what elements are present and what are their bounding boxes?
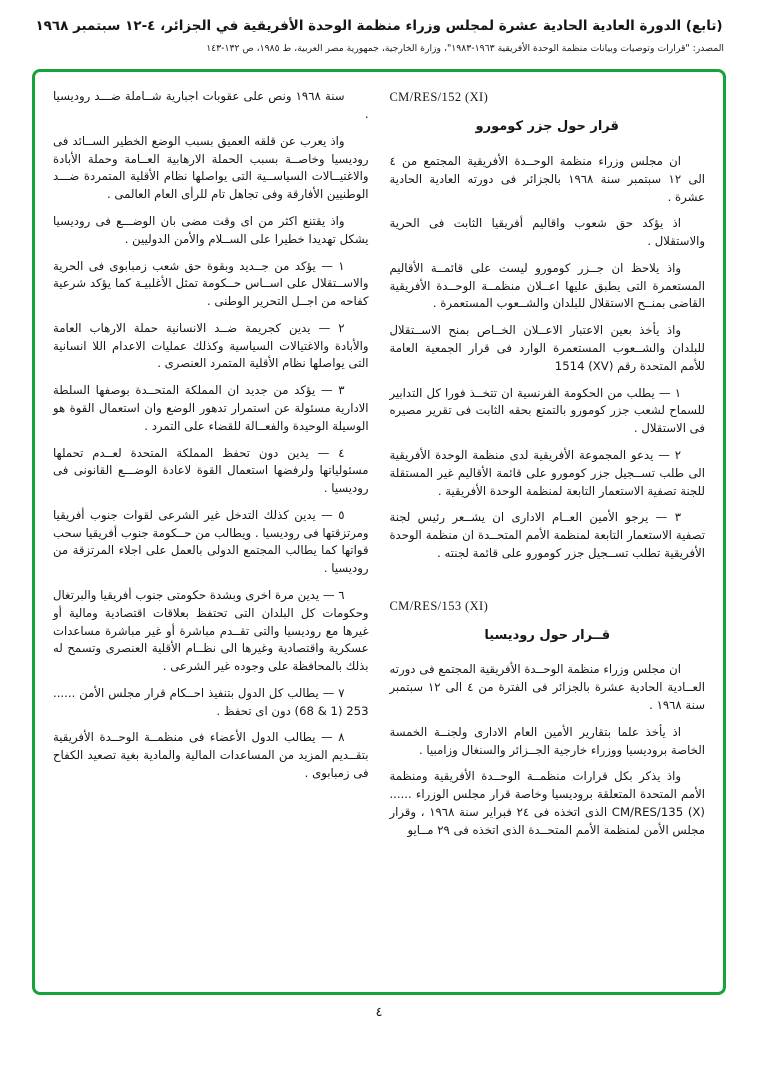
paragraph: ان مجلس وزراء منظمة الوحــدة الأفريقية المجتمع من ٤ الى ١٢ سبتمبر سنة ١٩٦٨ بالجزائر فى دورته العادية الحادية عشرة . <box>389 154 706 204</box>
paragraph: سنة ١٩٦٨ ونص على عقوبات اجبارية شــاملة ضـــد روديسيا . <box>53 89 369 122</box>
paragraph: ٣ — يرجو الأمين العــام الادارى ان يشــعر رئيس لجنة تصفية الاستعمار التابعة لمنظمة الأمم المتحــدة ان منظمة الوحدة الأفريقية تطلب تســجيل جزر كومورو على قائمة لجنته . <box>389 510 705 560</box>
source-citation: المصدر: "قرارات وتوصيات وبيانات منظمة الوحدة الأفريقية ١٩٦٣-١٩٨٣"، وزارة الخارجية، جمهورية مصر العربية، ط ١٩٨٥، ص ١٣٢-١٤٣ <box>206 43 724 55</box>
paragraph: واذ يأخذ بعين الاعتبار الاعــلان الخــاص بمنح الاســتقلال للبلدان والشــعوب المستعمرة الوارد فى قرار الجمعية العامة للأمم المتحدة رقم (XV) 1514 <box>389 323 705 373</box>
paragraph: اذ يأخذ علما بتقارير الأمين العام الادارى ولجنــة الخمسة الخاصة بروديسيا ووزراء خارجية الجــزائر والسنغال وزامبيا . <box>389 724 705 757</box>
paragraph: ٦ — يدين مرة اخرى وبشدة حكومتى جنوب أفريقيا والبرتغال وحكومات كل البلدان التى تحتفظ بعلاقات اقتصادية ومالية أو غيرها مع روديسيا والتى تقــدم مباشرة أو غير مباشرة مساعدات عسكرية واقتصادية وغيرها الى نظــام الأقلية العنصرى وتسمح له بذلك بالمحافظة على وجوده غير الشرعى . <box>53 588 369 674</box>
paragraph: ٧ — يطالب كل الدول بتنفيذ احــكام قرار مجلس الأمن ...... 253 (1 & 68) دون اى تحفظ . <box>53 685 369 718</box>
paragraph: ٢ — يدين كجريمة ضــد الانسانية حملة الارهاب العامة والأبادة والاغتيالات السياسية وكذلك عمليات الاعدام اللا انسانية التى يواصلها نظام الأقلية المتمرد العنصرى . <box>53 320 369 371</box>
paragraph: ان مجلس وزراء منظمة الوحــدة الأفريقية المجتمع فى دورته العــادية الحادية عشرة بالجزائر فى الفترة من ٤ الى ١٢ سبتمبر سنة ١٩٦٨ . <box>389 662 706 712</box>
column-right <box>389 88 705 848</box>
resolution-code: CM/RES/153 (XI) <box>389 598 489 613</box>
page-header-title: (تابع) الدورة العادية الحادية عشرة لمجلس وزراء منظمة الوحدة الأفريقية في الجزائر، ٤-١٢ سبتمبر ١٩٦٨ <box>35 18 723 34</box>
paragraph: واذ يقتنع اكثر من اى وقت مضى بان الوضـــع فى روديسيا يشكل تهديدا خطيرا على الســلام والأمن الدوليين . <box>53 213 369 246</box>
paragraph: واذ يعرب عن قلقه العميق بسبب الوضع الخطير الســائد فى روديسيا وخاصــة بسبب الحملة الارهابية العــامة وحملة الأبادة والاغتيــالات السياســية التى يواصلها نظام الأقلية المتمردة ضـــد الوطنيين الأفارقة وفى تجاهل تام للرأى العام العالمى . <box>53 133 369 202</box>
paragraph: ١ — يطلب من الحكومة الفرنسية ان تتخــذ فورا كل التدابير للسماح لشعب جزر كومورو بالتمتع بحقه الثابت فى تقرير مصيره فى الاستقلال . <box>389 385 705 436</box>
paragraph: ٢ — يدعو المجموعة الأفريقية لدى منظمة الوحدة الأفريقية الى طلب تســجيل جزر كومورو على قائمة الأقاليم غير المستقلة للجنة تصفية الاستعمار التابعة لمنظمة الوحدة الأفريقية . <box>389 447 705 498</box>
paragraph: ٨ — يطالب الدول الأعضاء فى منظمــة الوحــدة الأفريقية بتقــديم المزيد من المساعدات المالية والمادية بغية تصعيد الكفاح فى زمبابوى . <box>53 730 369 781</box>
paragraph: ١ — يؤكد من جــديد وبقوة حق شعب زمبابوى فى الحرية والاســتقلال على اســاس حــكومة تمثل الأغلبيـة كما يؤكد شرعية كفاحه من اجــل التحرير الوطنى . <box>53 258 369 309</box>
page-number: ٤ <box>375 1005 383 1021</box>
paragraph: واذ يذكر بكل قرارات منظمــة الوحــدة الأفريقية ومنظمة الأمم المتحدة المتعلقة بروديسيا وخاصة قرار مجلس الوزراء ...... CM/RES/135 (X) الذى اتخذه فى ٢٤ فبراير سنة ١٩٦٨ ، وقرار مجلس الأمن لمنظمة الأمم المتحــدة الذى اتخذه فى ٢٩ مــايو <box>389 769 705 837</box>
paragraph: اذ يؤكد حق شعوب واقاليم أفريقيا الثابت فى الحرية والاستقلال . <box>389 216 705 249</box>
paragraph: واذ يلاحظ ان جــزر كومورو ليست على قائمــة الأقاليم المستعمرة التى يطبق عليها اعــلان منظمــة الوحــدة الأفريقية القاضى بمنــح الاستقلال للبلدان والشــعوب المستعمرة . <box>389 260 705 311</box>
paragraph: ٤ — يدين دون تحفظ المملكة المتحدة لعــدم تحملها مسئولياتها ولرفضها استعمال القوة لاعادة الوضـــع القانونى فى روديسيا . <box>53 445 369 496</box>
two-column-layout <box>53 88 705 848</box>
paragraph: ٥ — يدين كذلك التدخل غير الشرعى لقوات جنوب أفريقيا ومرتزقتها فى روديسيا . ويطالب من حــكومة جنوب أفريقيا سحب قواتها كما يطالب المجتمع الدولى بالعمل على اجلاء المرتزقة من روديسيا . <box>53 507 369 576</box>
paragraph: ٣ — يؤكد من جديد ان المملكة المتحــدة بوصفها السلطة الادارية مسئولة عن استمرار تدهور الوضع وان استعمال القوة هو الوسيلة الوحيدة والفعــالة للقضاء على التمرد . <box>53 383 369 433</box>
column-left <box>53 88 369 848</box>
resolutions-border-box <box>32 69 726 995</box>
resolution-title: قرار حول جزر كومورو <box>475 119 619 135</box>
resolution-code: CM/RES/152 (XI) <box>389 90 489 105</box>
resolution-title: قــرار حول روديسيا <box>484 627 611 643</box>
